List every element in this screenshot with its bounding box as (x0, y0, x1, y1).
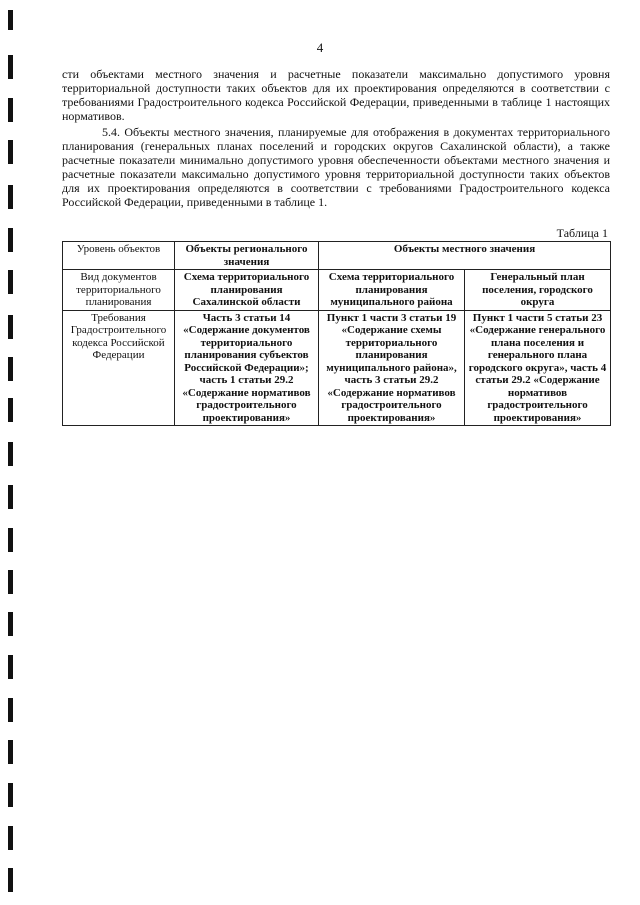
page-number: 4 (316, 40, 324, 55)
scan-edge-mark (8, 315, 13, 339)
paragraph-5-4: 5.4. Объекты местного значения, планируемые для отображения в документах территориального планирования (генеральных планах поселений и городских округов Сахалинской области), а также расчетные показатели минимально допустимого уровня обеспеченности объектами местного значения и расчетные показатели максимально допустимого уровня территориальной доступности таких объектов для их проектирования определяются в соответствии с требованиями Градостроительного кодекса Российской Федерации, приведенными в таблице 1. (62, 125, 610, 209)
cell-general-plan-requirements: Пункт 1 части 5 статьи 23 «Содержание генерального плана поселения и генерального плана городского округа», часть 4 статьи 29.2 «Содержание нормативов градостроительного проектирования» (465, 310, 611, 426)
row-label-requirements: Требования Градостроительного кодекса Российской Федерации (63, 310, 175, 426)
cell-general-plan: Генеральный план поселения, городского округа (465, 270, 611, 311)
scan-edge-mark (8, 740, 13, 764)
scan-edge-mark (8, 783, 13, 807)
scan-edge-mark (8, 140, 13, 164)
scan-edge-mark (8, 485, 13, 509)
cell-municipal-requirements: Пункт 1 части 3 статьи 19 «Содержание схемы территориального планирования муниципального района», часть 3 статьи 29.2 «Содержание нормативов градостроительного проектирования» (319, 310, 465, 426)
header-level-of-objects: Уровень объектов (63, 242, 175, 270)
scan-edge-mark (8, 826, 13, 850)
scan-edge-mark (8, 868, 13, 892)
table-row-requirements (63, 310, 611, 426)
scan-edge-mark (8, 55, 13, 79)
cell-regional-scheme: Схема территориального планирования Сахалинской области (175, 270, 319, 311)
cell-regional-requirements: Часть 3 статьи 14 «Содержание документов территориального планирования субъектов Российской Федерации»; часть 1 статьи 29.2 «Содержание нормативов градостроительного проектирования» (175, 310, 319, 426)
scan-edge-mark (8, 98, 13, 122)
cell-municipal-scheme: Схема территориального планирования муниципального района (319, 270, 465, 311)
scan-edge-mark (8, 10, 13, 30)
requirements-table (62, 241, 611, 426)
header-regional-objects: Объекты регионального значения (175, 242, 319, 270)
header-local-objects: Объекты местного значения (319, 242, 611, 270)
scan-edge-mark (8, 528, 13, 552)
scan-edge-mark (8, 442, 13, 466)
scan-edge-mark (8, 185, 13, 209)
paragraph-continuation: сти объектами местного значения и расчетные показатели максимально допустимого уровня территориальной доступности таких объектов для их проектирования определяются в соответствии с требованиями Градостроительного кодекса Российской Федерации, приведенными в таблице 1 настоящих нормативов. (62, 67, 610, 123)
scan-edge-mark (8, 357, 13, 381)
table-row-documents (63, 270, 611, 311)
table-caption: Таблица 1 (556, 226, 608, 240)
scan-edge-mark (8, 698, 13, 722)
scan-edge-mark (8, 270, 13, 294)
scan-edge-mark (8, 228, 13, 252)
scan-edge-mark (8, 655, 13, 679)
scan-edge-mark (8, 612, 13, 636)
table-header-row (63, 242, 611, 270)
row-label-document-type: Вид документов территориального планирования (63, 270, 175, 311)
scan-edge-mark (8, 398, 13, 422)
scan-edge-mark (8, 570, 13, 594)
